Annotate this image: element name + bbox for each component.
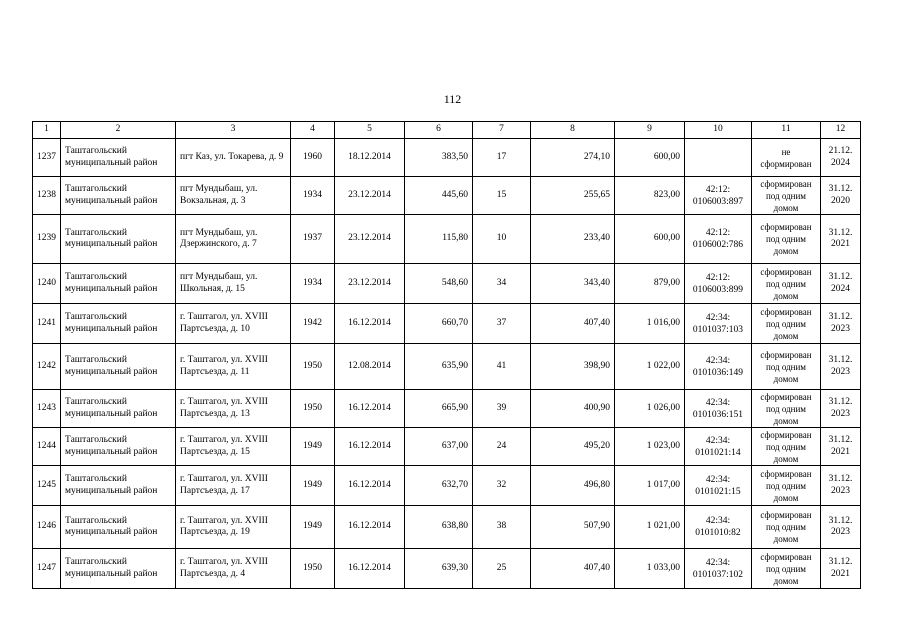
column-header: 10 bbox=[685, 122, 752, 139]
land-area-cell: 1 017,00 bbox=[615, 466, 685, 506]
address-cell: г. Таштагол, ул. XVIII Партсъезда, д. 4 bbox=[176, 549, 291, 589]
cadastral-cell: 42:34: 0101037:103 bbox=[685, 304, 752, 344]
district-cell: Таштагольский муниципальный район bbox=[61, 215, 176, 264]
living-area-cell: 400,90 bbox=[531, 390, 615, 428]
address-cell: пгт Мундыбаш, ул. Школьная, д. 15 bbox=[176, 264, 291, 304]
column-header: 2 bbox=[61, 122, 176, 139]
district-cell: Таштагольский муниципальный район bbox=[61, 506, 176, 549]
area-cell: 637,00 bbox=[405, 428, 473, 466]
living-area-cell: 398,90 bbox=[531, 344, 615, 390]
column-header: 7 bbox=[473, 122, 531, 139]
district-cell: Таштагольский муниципальный район bbox=[61, 264, 176, 304]
status-cell: сформирован под одним домом bbox=[752, 215, 821, 264]
row-number: 1242 bbox=[33, 344, 61, 390]
table-row bbox=[33, 428, 861, 466]
residents-cell: 41 bbox=[473, 344, 531, 390]
land-area-cell: 600,00 bbox=[615, 139, 685, 177]
column-header: 12 bbox=[821, 122, 861, 139]
cadastral-cell: 42:12: 0106003:897 bbox=[685, 177, 752, 215]
district-cell: Таштагольский муниципальный район bbox=[61, 549, 176, 589]
table-row bbox=[33, 177, 861, 215]
date-cell: 23.12.2014 bbox=[335, 215, 405, 264]
year-cell: 1950 bbox=[291, 390, 335, 428]
cadastral-cell: 42:12: 0106003:899 bbox=[685, 264, 752, 304]
date-cell: 12.08.2014 bbox=[335, 344, 405, 390]
cadastral-cell: 42:34: 0101010:82 bbox=[685, 506, 752, 549]
land-area-cell: 1 021,00 bbox=[615, 506, 685, 549]
address-cell: пгт Каз, ул. Токарева, д. 9 bbox=[176, 139, 291, 177]
table-row bbox=[33, 215, 861, 264]
district-cell: Таштагольский муниципальный район bbox=[61, 177, 176, 215]
residents-cell: 15 bbox=[473, 177, 531, 215]
living-area-cell: 496,80 bbox=[531, 466, 615, 506]
deadline-cell: 31.12. 2020 bbox=[821, 177, 861, 215]
living-area-cell: 407,40 bbox=[531, 304, 615, 344]
land-area-cell: 879,00 bbox=[615, 264, 685, 304]
land-area-cell: 600,00 bbox=[615, 215, 685, 264]
row-number: 1239 bbox=[33, 215, 61, 264]
land-area-cell: 1 016,00 bbox=[615, 304, 685, 344]
living-area-cell: 507,90 bbox=[531, 506, 615, 549]
status-cell: сформирован под одним домом bbox=[752, 264, 821, 304]
year-cell: 1949 bbox=[291, 506, 335, 549]
living-area-cell: 274,10 bbox=[531, 139, 615, 177]
residents-cell: 10 bbox=[473, 215, 531, 264]
deadline-cell: 31.12. 2023 bbox=[821, 344, 861, 390]
residents-cell: 39 bbox=[473, 390, 531, 428]
address-cell: г. Таштагол, ул. XVIII Партсъезда, д. 13 bbox=[176, 390, 291, 428]
deadline-cell: 31.12. 2021 bbox=[821, 549, 861, 589]
cadastral-cell: 42:12: 0106002:786 bbox=[685, 215, 752, 264]
address-cell: г. Таштагол, ул. XVIII Партсъезда, д. 11 bbox=[176, 344, 291, 390]
status-cell: сформирован под одним домом bbox=[752, 177, 821, 215]
deadline-cell: 31.12. 2023 bbox=[821, 506, 861, 549]
date-cell: 16.12.2014 bbox=[335, 506, 405, 549]
page-number: 112 bbox=[443, 92, 462, 106]
area-cell: 639,30 bbox=[405, 549, 473, 589]
date-cell: 16.12.2014 bbox=[335, 428, 405, 466]
date-cell: 16.12.2014 bbox=[335, 390, 405, 428]
land-area-cell: 1 026,00 bbox=[615, 390, 685, 428]
row-number: 1247 bbox=[33, 549, 61, 589]
cadastral-cell: 42:34: 0101037:102 bbox=[685, 549, 752, 589]
table-row bbox=[33, 139, 861, 177]
area-cell: 445,60 bbox=[405, 177, 473, 215]
district-cell: Таштагольский муниципальный район bbox=[61, 466, 176, 506]
column-header: 11 bbox=[752, 122, 821, 139]
address-cell: г. Таштагол, ул. XVIII Партсъезда, д. 19 bbox=[176, 506, 291, 549]
status-cell: не сформирован bbox=[752, 139, 821, 177]
residents-cell: 17 bbox=[473, 139, 531, 177]
cadastral-cell bbox=[685, 139, 752, 177]
area-cell: 660,70 bbox=[405, 304, 473, 344]
year-cell: 1934 bbox=[291, 177, 335, 215]
date-cell: 16.12.2014 bbox=[335, 549, 405, 589]
row-number: 1238 bbox=[33, 177, 61, 215]
area-cell: 383,50 bbox=[405, 139, 473, 177]
year-cell: 1942 bbox=[291, 304, 335, 344]
district-cell: Таштагольский муниципальный район bbox=[61, 139, 176, 177]
date-cell: 23.12.2014 bbox=[335, 264, 405, 304]
row-number: 1245 bbox=[33, 466, 61, 506]
column-header: 6 bbox=[405, 122, 473, 139]
table-row bbox=[33, 466, 861, 506]
status-cell: сформирован под одним домом bbox=[752, 304, 821, 344]
deadline-cell: 31.12. 2021 bbox=[821, 215, 861, 264]
area-cell: 548,60 bbox=[405, 264, 473, 304]
registry-table bbox=[32, 121, 861, 589]
table-row bbox=[33, 344, 861, 390]
area-cell: 632,70 bbox=[405, 466, 473, 506]
table-row bbox=[33, 264, 861, 304]
area-cell: 665,90 bbox=[405, 390, 473, 428]
area-cell: 635,90 bbox=[405, 344, 473, 390]
residents-cell: 32 bbox=[473, 466, 531, 506]
table-row bbox=[33, 506, 861, 549]
deadline-cell: 31.12. 2023 bbox=[821, 466, 861, 506]
column-header: 8 bbox=[531, 122, 615, 139]
column-header: 1 bbox=[33, 122, 61, 139]
status-cell: сформирован под одним домом bbox=[752, 428, 821, 466]
land-area-cell: 1 022,00 bbox=[615, 344, 685, 390]
address-cell: пгт Мундыбаш, ул. Дзержинского, д. 7 bbox=[176, 215, 291, 264]
living-area-cell: 343,40 bbox=[531, 264, 615, 304]
district-cell: Таштагольский муниципальный район bbox=[61, 390, 176, 428]
area-cell: 115,80 bbox=[405, 215, 473, 264]
row-number: 1246 bbox=[33, 506, 61, 549]
year-cell: 1950 bbox=[291, 344, 335, 390]
residents-cell: 25 bbox=[473, 549, 531, 589]
residents-cell: 38 bbox=[473, 506, 531, 549]
cadastral-cell: 42:34: 0101036:149 bbox=[685, 344, 752, 390]
row-number: 1244 bbox=[33, 428, 61, 466]
date-cell: 18.12.2014 bbox=[335, 139, 405, 177]
year-cell: 1950 bbox=[291, 549, 335, 589]
living-area-cell: 255,65 bbox=[531, 177, 615, 215]
land-area-cell: 1 033,00 bbox=[615, 549, 685, 589]
column-header: 5 bbox=[335, 122, 405, 139]
year-cell: 1960 bbox=[291, 139, 335, 177]
row-number: 1243 bbox=[33, 390, 61, 428]
status-cell: сформирован под одним домом bbox=[752, 506, 821, 549]
cadastral-cell: 42:34: 0101036:151 bbox=[685, 390, 752, 428]
address-cell: пгт Мундыбаш, ул. Вокзальная, д. 3 bbox=[176, 177, 291, 215]
column-header: 3 bbox=[176, 122, 291, 139]
deadline-cell: 31.12. 2023 bbox=[821, 304, 861, 344]
district-cell: Таштагольский муниципальный район bbox=[61, 304, 176, 344]
date-cell: 16.12.2014 bbox=[335, 304, 405, 344]
living-area-cell: 495,20 bbox=[531, 428, 615, 466]
address-cell: г. Таштагол, ул. XVIII Партсъезда, д. 15 bbox=[176, 428, 291, 466]
address-cell: г. Таштагол, ул. XVIII Партсъезда, д. 17 bbox=[176, 466, 291, 506]
header-row bbox=[33, 122, 861, 139]
residents-cell: 37 bbox=[473, 304, 531, 344]
year-cell: 1934 bbox=[291, 264, 335, 304]
row-number: 1241 bbox=[33, 304, 61, 344]
living-area-cell: 407,40 bbox=[531, 549, 615, 589]
land-area-cell: 1 023,00 bbox=[615, 428, 685, 466]
deadline-cell: 31.12. 2023 bbox=[821, 390, 861, 428]
residents-cell: 24 bbox=[473, 428, 531, 466]
deadline-cell: 31.12. 2021 bbox=[821, 428, 861, 466]
year-cell: 1949 bbox=[291, 466, 335, 506]
status-cell: сформирован под одним домом bbox=[752, 390, 821, 428]
column-header: 9 bbox=[615, 122, 685, 139]
status-cell: сформирован под одним домом bbox=[752, 466, 821, 506]
deadline-cell: 21.12. 2024 bbox=[821, 139, 861, 177]
deadline-cell: 31.12. 2024 bbox=[821, 264, 861, 304]
status-cell: сформирован под одним домом bbox=[752, 549, 821, 589]
address-cell: г. Таштагол, ул. XVIII Партсъезда, д. 10 bbox=[176, 304, 291, 344]
living-area-cell: 233,40 bbox=[531, 215, 615, 264]
year-cell: 1937 bbox=[291, 215, 335, 264]
date-cell: 23.12.2014 bbox=[335, 177, 405, 215]
residents-cell: 34 bbox=[473, 264, 531, 304]
date-cell: 16.12.2014 bbox=[335, 466, 405, 506]
status-cell: сформирован под одним домом bbox=[752, 344, 821, 390]
table-row bbox=[33, 549, 861, 589]
land-area-cell: 823,00 bbox=[615, 177, 685, 215]
district-cell: Таштагольский муниципальный район bbox=[61, 428, 176, 466]
row-number: 1237 bbox=[33, 139, 61, 177]
cadastral-cell: 42:34: 0101021:14 bbox=[685, 428, 752, 466]
column-header: 4 bbox=[291, 122, 335, 139]
area-cell: 638,80 bbox=[405, 506, 473, 549]
table-row bbox=[33, 304, 861, 344]
year-cell: 1949 bbox=[291, 428, 335, 466]
cadastral-cell: 42:34: 0101021:15 bbox=[685, 466, 752, 506]
district-cell: Таштагольский муниципальный район bbox=[61, 344, 176, 390]
table-row bbox=[33, 390, 861, 428]
row-number: 1240 bbox=[33, 264, 61, 304]
